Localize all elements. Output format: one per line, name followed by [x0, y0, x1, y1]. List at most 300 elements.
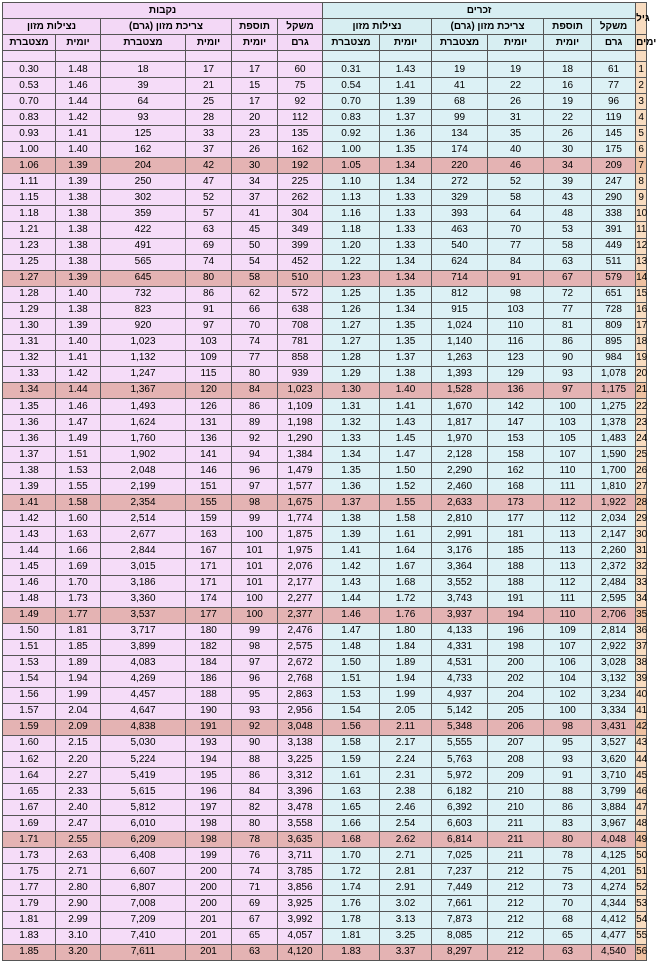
table-row — [3, 543, 647, 559]
male-fcr-daily-cell: 1.72 — [380, 591, 432, 607]
female-feed-daily-cell: 190 — [186, 703, 232, 719]
female-feed-cumulative-cell: 565 — [101, 254, 186, 270]
female-gain-header: תוספת — [232, 19, 278, 35]
male-feed-cumulative-cell: 3,176 — [432, 543, 488, 559]
age-cell: 35 — [636, 607, 647, 623]
female-weight-cell: 3,138 — [278, 735, 323, 751]
male-feed-cumulative-cell: 2,810 — [432, 511, 488, 527]
male-fcr-cumulative-cell: 1.32 — [323, 415, 380, 431]
male-feed-cumulative-cell: 2,633 — [432, 495, 488, 511]
male-fcr-cumulative-cell: 1.29 — [323, 366, 380, 382]
spacer-cell — [323, 51, 380, 62]
female-weight-cell: 1,577 — [278, 479, 323, 495]
male-feed-cumulative-cell: 8,085 — [432, 928, 488, 944]
table-row — [3, 286, 647, 302]
table-row — [3, 463, 647, 479]
male-fcr-daily-cell: 1.37 — [380, 350, 432, 366]
female-gain-cell: 86 — [232, 768, 278, 784]
male-gain-cell: 18 — [544, 62, 592, 78]
male-feed-daily-cell: 46 — [488, 158, 544, 174]
female-feed-cumulative-cell: 18 — [101, 62, 186, 78]
female-feed-daily-cell: 25 — [186, 94, 232, 110]
male-weight-cell: 3,334 — [592, 703, 636, 719]
male-gain-cell: 105 — [544, 431, 592, 447]
female-fcr-cumulative-cell: 1.18 — [3, 206, 56, 222]
female-fcr-cumulative-cell: 1.06 — [3, 158, 56, 174]
male-fcr-daily-cell: 1.33 — [380, 190, 432, 206]
female-fcr-daily-cell: 2.90 — [56, 896, 101, 912]
table-row — [3, 350, 647, 366]
female-fcr-daily-cell: 1.42 — [56, 366, 101, 382]
female-fcr-cumulative-cell: 1.25 — [3, 254, 56, 270]
female-fcr-cumulative-cell: 1.53 — [3, 655, 56, 671]
age-cell: 39 — [636, 671, 647, 687]
female-gain-cell: 30 — [232, 158, 278, 174]
male-fcr-cumulative-cell: 1.27 — [323, 318, 380, 334]
age-cell: 30 — [636, 527, 647, 543]
male-weight-cell: 1,810 — [592, 479, 636, 495]
male-gain-cell: 80 — [544, 832, 592, 848]
male-weight-cell: 1,700 — [592, 463, 636, 479]
table-row — [3, 816, 647, 832]
female-fcr-cumulative-cell: 1.39 — [3, 479, 56, 495]
female-fcr-cumulative-cell: 1.31 — [3, 334, 56, 350]
age-cell: 55 — [636, 928, 647, 944]
male-fcr-daily-cell: 1.84 — [380, 639, 432, 655]
female-weight-cell: 262 — [278, 190, 323, 206]
table-row — [3, 559, 647, 575]
female-gain-cell: 101 — [232, 559, 278, 575]
male-fcr-cumulative-cell: 1.70 — [323, 848, 380, 864]
male-weight-cell: 1,078 — [592, 366, 636, 382]
female-feed-daily-cell: 42 — [186, 158, 232, 174]
female-feed-cumulative-cell: 4,647 — [101, 703, 186, 719]
male-fcr-cumulative-cell: 1.74 — [323, 880, 380, 896]
male-feed-cumulative-cell: 220 — [432, 158, 488, 174]
female-fcr-daily-header: יומית — [56, 35, 101, 51]
table-row — [3, 415, 647, 431]
male-fcr-daily-cell: 3.25 — [380, 928, 432, 944]
female-fcr-cumulative-cell: 1.15 — [3, 190, 56, 206]
female-fcr-daily-cell: 1.94 — [56, 671, 101, 687]
male-fcr-cumulative-cell: 1.46 — [323, 607, 380, 623]
female-fcr-daily-cell: 2.71 — [56, 864, 101, 880]
male-fcr-daily-cell: 2.81 — [380, 864, 432, 880]
broiler-performance-table — [2, 2, 656, 961]
female-feed-daily-cell: 184 — [186, 655, 232, 671]
table-row — [3, 752, 647, 768]
male-weight-cell: 2,595 — [592, 591, 636, 607]
female-feed-cumulative-cell: 5,615 — [101, 784, 186, 800]
female-gain-cell: 71 — [232, 880, 278, 896]
female-weight-cell: 349 — [278, 222, 323, 238]
male-feed-cumulative-header: מצטברת — [432, 35, 488, 51]
age-cell: 47 — [636, 800, 647, 816]
age-cell: 21 — [636, 382, 647, 398]
male-feed-cumulative-cell: 2,128 — [432, 447, 488, 463]
female-fcr-cumulative-cell: 1.69 — [3, 816, 56, 832]
female-fcr-cumulative-cell: 1.33 — [3, 366, 56, 382]
male-weight-cell: 119 — [592, 110, 636, 126]
female-fcr-daily-cell: 1.49 — [56, 431, 101, 447]
female-feed-cumulative-cell: 920 — [101, 318, 186, 334]
male-fcr-cumulative-cell: 1.36 — [323, 479, 380, 495]
female-feed-cumulative-cell: 7,410 — [101, 928, 186, 944]
table-row — [3, 655, 647, 671]
age-cell: 53 — [636, 896, 647, 912]
female-fcr-daily-cell: 1.51 — [56, 447, 101, 463]
female-fcr-daily-cell: 3.10 — [56, 928, 101, 944]
female-feed-daily-cell: 74 — [186, 254, 232, 270]
male-gain-cell: 95 — [544, 735, 592, 751]
female-fcr-cumulative-cell: 1.35 — [3, 398, 56, 414]
female-fcr-daily-cell: 1.38 — [56, 238, 101, 254]
male-feed-cumulative-cell: 1,817 — [432, 415, 488, 431]
female-fcr-cumulative-cell: 1.30 — [3, 318, 56, 334]
female-feed-cumulative-cell: 1,247 — [101, 366, 186, 382]
female-weight-cell: 3,711 — [278, 848, 323, 864]
female-feed-daily-cell: 136 — [186, 431, 232, 447]
male-gain-cell: 68 — [544, 912, 592, 928]
male-fcr-cumulative-cell: 1.38 — [323, 511, 380, 527]
table-row — [3, 896, 647, 912]
male-fcr-daily-cell: 2.54 — [380, 816, 432, 832]
male-feed-cumulative-cell: 463 — [432, 222, 488, 238]
male-fcr-cumulative-cell: 1.56 — [323, 719, 380, 735]
male-feed-daily-cell: 177 — [488, 511, 544, 527]
male-feed-cumulative-cell: 1,024 — [432, 318, 488, 334]
age-cell: 4 — [636, 110, 647, 126]
female-feed-cumulative-cell: 3,186 — [101, 575, 186, 591]
male-weight-grams-header: גרם — [592, 35, 636, 51]
male-fcr-daily-cell: 1.58 — [380, 511, 432, 527]
male-fcr-daily-cell: 1.40 — [380, 382, 432, 398]
female-fcr-cumulative-cell: 1.65 — [3, 784, 56, 800]
female-gain-cell: 99 — [232, 623, 278, 639]
female-feed-daily-cell: 69 — [186, 238, 232, 254]
male-feed-daily-cell: 173 — [488, 495, 544, 511]
table-body — [3, 62, 647, 961]
female-feed-cumulative-cell: 1,760 — [101, 431, 186, 447]
male-feed-daily-cell: 22 — [488, 78, 544, 94]
male-weight-cell: 4,274 — [592, 880, 636, 896]
female-feed-cumulative-cell: 3,899 — [101, 639, 186, 655]
age-cell: 1 — [636, 62, 647, 78]
spacer-cell — [380, 51, 432, 62]
male-weight-cell: 2,372 — [592, 559, 636, 575]
male-fcr-daily-header: יומית — [380, 35, 432, 51]
female-weight-cell: 858 — [278, 350, 323, 366]
female-feed-cumulative-cell: 3,015 — [101, 559, 186, 575]
female-gain-cell: 94 — [232, 447, 278, 463]
male-feed-daily-cell: 200 — [488, 655, 544, 671]
age-header: גיל — [636, 3, 647, 35]
female-feed-daily-cell: 131 — [186, 415, 232, 431]
male-weight-cell: 4,125 — [592, 848, 636, 864]
male-weight-cell: 3,527 — [592, 735, 636, 751]
male-feed-cumulative-cell: 1,970 — [432, 431, 488, 447]
female-feed-daily-cell: 33 — [186, 126, 232, 142]
male-weight-cell: 2,034 — [592, 511, 636, 527]
female-feed-daily-cell: 52 — [186, 190, 232, 206]
spacer-cell — [592, 51, 636, 62]
female-weight-cell: 2,672 — [278, 655, 323, 671]
male-fcr-cumulative-cell: 1.42 — [323, 559, 380, 575]
male-weight-cell: 3,710 — [592, 768, 636, 784]
female-fcr-daily-cell: 1.38 — [56, 302, 101, 318]
table-row — [3, 94, 647, 110]
table-row — [3, 398, 647, 414]
table-row — [3, 142, 647, 158]
female-feed-cumulative-cell: 4,083 — [101, 655, 186, 671]
table-row — [3, 591, 647, 607]
female-weight-cell: 162 — [278, 142, 323, 158]
male-fcr-cumulative-cell: 1.22 — [323, 254, 380, 270]
female-fcr-cumulative-cell: 1.27 — [3, 270, 56, 286]
male-fcr-cumulative-cell: 0.70 — [323, 94, 380, 110]
male-gain-cell: 113 — [544, 527, 592, 543]
male-weight-cell: 3,620 — [592, 752, 636, 768]
female-gain-cell: 45 — [232, 222, 278, 238]
male-feed-cumulative-cell: 5,348 — [432, 719, 488, 735]
female-weight-cell: 1,875 — [278, 527, 323, 543]
female-fcr-daily-cell: 1.42 — [56, 110, 101, 126]
female-gain-cell: 74 — [232, 864, 278, 880]
male-fcr-daily-cell: 2.46 — [380, 800, 432, 816]
female-fcr-cumulative-cell: 1.36 — [3, 431, 56, 447]
female-fcr-daily-cell: 2.63 — [56, 848, 101, 864]
age-cell: 34 — [636, 591, 647, 607]
female-feed-daily-cell: 115 — [186, 366, 232, 382]
female-feed-cumulative-cell: 6,209 — [101, 832, 186, 848]
female-fcr-cumulative-cell: 1.32 — [3, 350, 56, 366]
table-row — [3, 575, 647, 591]
female-weight-cell: 638 — [278, 302, 323, 318]
female-gain-cell: 93 — [232, 703, 278, 719]
age-cell: 37 — [636, 639, 647, 655]
female-feed-cumulative-cell: 1,367 — [101, 382, 186, 398]
spacer-cell — [56, 51, 101, 62]
male-fcr-daily-cell: 1.67 — [380, 559, 432, 575]
female-weight-cell: 60 — [278, 62, 323, 78]
age-cell: 17 — [636, 318, 647, 334]
male-feed-daily-cell: 210 — [488, 800, 544, 816]
male-weight-cell: 579 — [592, 270, 636, 286]
female-weight-cell: 2,768 — [278, 671, 323, 687]
male-gain-cell: 110 — [544, 463, 592, 479]
male-fcr-cumulative-cell: 0.54 — [323, 78, 380, 94]
female-feed-cumulative-cell: 39 — [101, 78, 186, 94]
female-fcr-daily-cell: 1.81 — [56, 623, 101, 639]
female-feed-cumulative-cell: 250 — [101, 174, 186, 190]
male-weight-cell: 1,378 — [592, 415, 636, 431]
female-fcr-cumulative-cell: 1.56 — [3, 687, 56, 703]
male-feed-cumulative-cell: 7,025 — [432, 848, 488, 864]
male-gain-cell: 53 — [544, 222, 592, 238]
female-feed-daily-cell: 86 — [186, 286, 232, 302]
female-fcr-daily-cell: 1.89 — [56, 655, 101, 671]
female-weight-cell: 572 — [278, 286, 323, 302]
male-feed-cumulative-cell: 174 — [432, 142, 488, 158]
female-feed-daily-cell: 155 — [186, 495, 232, 511]
female-fcr-cumulative-cell: 1.23 — [3, 238, 56, 254]
male-fcr-daily-cell: 3.13 — [380, 912, 432, 928]
female-gain-cell: 98 — [232, 639, 278, 655]
female-weight-cell: 2,476 — [278, 623, 323, 639]
male-gain-cell: 73 — [544, 880, 592, 896]
male-feed-daily-cell: 210 — [488, 784, 544, 800]
male-feed-cumulative-cell: 3,937 — [432, 607, 488, 623]
male-gain-cell: 34 — [544, 158, 592, 174]
male-weight-cell: 77 — [592, 78, 636, 94]
female-feed-daily-cell: 177 — [186, 607, 232, 623]
female-feed-daily-cell: 151 — [186, 479, 232, 495]
female-fcr-cumulative-cell: 1.60 — [3, 735, 56, 751]
male-fcr-cumulative-cell: 1.50 — [323, 655, 380, 671]
male-weight-cell: 895 — [592, 334, 636, 350]
male-gain-cell: 109 — [544, 623, 592, 639]
table-row — [3, 527, 647, 543]
male-weight-cell: 3,132 — [592, 671, 636, 687]
female-gain-cell: 74 — [232, 334, 278, 350]
table-row — [3, 270, 647, 286]
female-fcr-daily-cell: 1.39 — [56, 174, 101, 190]
male-feed-header: צריכת מזון (גרם) — [432, 19, 544, 35]
female-fcr-cumulative-cell: 1.77 — [3, 880, 56, 896]
spacer-cell — [544, 51, 592, 62]
female-feed-daily-cell: 63 — [186, 222, 232, 238]
female-weight-cell: 3,312 — [278, 768, 323, 784]
female-feed-cumulative-cell: 7,209 — [101, 912, 186, 928]
age-cell: 22 — [636, 398, 647, 414]
female-feed-daily-cell: 163 — [186, 527, 232, 543]
age-cell: 56 — [636, 944, 647, 960]
female-weight-cell: 2,377 — [278, 607, 323, 623]
male-feed-cumulative-cell: 6,182 — [432, 784, 488, 800]
table-row — [3, 703, 647, 719]
male-fcr-daily-cell: 1.50 — [380, 463, 432, 479]
female-gain-cell: 88 — [232, 752, 278, 768]
male-fcr-daily-cell: 1.80 — [380, 623, 432, 639]
female-weight-cell: 510 — [278, 270, 323, 286]
male-fcr-cumulative-cell: 1.65 — [323, 800, 380, 816]
male-fcr-cumulative-cell: 1.44 — [323, 591, 380, 607]
male-fcr-cumulative-cell: 1.23 — [323, 270, 380, 286]
age-cell: 14 — [636, 270, 647, 286]
male-fcr-daily-cell: 1.41 — [380, 398, 432, 414]
female-fcr-daily-cell: 1.47 — [56, 415, 101, 431]
female-feed-daily-cell: 146 — [186, 463, 232, 479]
male-fcr-daily-cell: 1.43 — [380, 415, 432, 431]
table-row — [3, 78, 647, 94]
male-fcr-cumulative-cell: 1.54 — [323, 703, 380, 719]
female-feed-daily-cell: 191 — [186, 719, 232, 735]
table-row — [3, 832, 647, 848]
female-feed-daily-cell: 171 — [186, 559, 232, 575]
table-row — [3, 623, 647, 639]
female-fcr-daily-cell: 1.40 — [56, 286, 101, 302]
age-cell: 6 — [636, 142, 647, 158]
age-cell: 52 — [636, 880, 647, 896]
male-weight-cell: 2,706 — [592, 607, 636, 623]
male-feed-daily-cell: 147 — [488, 415, 544, 431]
female-fcr-cumulative-cell: 1.49 — [3, 607, 56, 623]
male-feed-daily-cell: 84 — [488, 254, 544, 270]
age-cell: 28 — [636, 495, 647, 511]
female-weight-cell: 2,076 — [278, 559, 323, 575]
male-feed-daily-cell: 158 — [488, 447, 544, 463]
table-row — [3, 334, 647, 350]
female-weight-cell: 939 — [278, 366, 323, 382]
female-fcr-daily-cell: 1.38 — [56, 190, 101, 206]
female-gain-cell: 96 — [232, 671, 278, 687]
male-gain-cell: 78 — [544, 848, 592, 864]
male-feed-daily-header: יומית — [488, 35, 544, 51]
spacer-cell — [432, 51, 488, 62]
male-fcr-daily-cell: 1.55 — [380, 495, 432, 511]
male-fcr-cumulative-cell: 1.78 — [323, 912, 380, 928]
male-fcr-daily-cell: 2.05 — [380, 703, 432, 719]
male-fcr-cumulative-cell: 1.51 — [323, 671, 380, 687]
female-feed-cumulative-cell: 5,419 — [101, 768, 186, 784]
spacer-cell — [488, 51, 544, 62]
female-feed-cumulative-cell: 2,844 — [101, 543, 186, 559]
male-fcr-cumulative-cell: 1.72 — [323, 864, 380, 880]
male-feed-daily-cell: 188 — [488, 575, 544, 591]
age-cell: 43 — [636, 735, 647, 751]
age-cell: 9 — [636, 190, 647, 206]
table-row — [3, 254, 647, 270]
male-gain-cell: 63 — [544, 254, 592, 270]
female-gain-cell: 84 — [232, 784, 278, 800]
male-fcr-daily-cell: 1.61 — [380, 527, 432, 543]
male-fcr-daily-cell: 1.76 — [380, 607, 432, 623]
male-feed-cumulative-cell: 329 — [432, 190, 488, 206]
female-gain-cell: 98 — [232, 495, 278, 511]
female-gain-cell: 58 — [232, 270, 278, 286]
male-fcr-daily-cell: 1.36 — [380, 126, 432, 142]
male-gain-cell: 77 — [544, 302, 592, 318]
male-weight-cell: 3,967 — [592, 816, 636, 832]
female-feed-cumulative-cell: 4,269 — [101, 671, 186, 687]
female-fcr-cumulative-cell: 0.53 — [3, 78, 56, 94]
female-weight-cell: 4,057 — [278, 928, 323, 944]
female-feed-daily-cell: 195 — [186, 768, 232, 784]
male-gain-cell: 102 — [544, 687, 592, 703]
male-fcr-daily-cell: 1.35 — [380, 286, 432, 302]
female-fcr-cumulative-cell: 1.28 — [3, 286, 56, 302]
male-fcr-daily-cell: 1.99 — [380, 687, 432, 703]
female-gain-cell: 63 — [232, 944, 278, 960]
age-cell: 25 — [636, 447, 647, 463]
male-gain-cell: 72 — [544, 286, 592, 302]
male-weight-cell: 3,799 — [592, 784, 636, 800]
male-feed-daily-cell: 208 — [488, 752, 544, 768]
female-gain-cell: 80 — [232, 816, 278, 832]
female-weight-cell: 1,675 — [278, 495, 323, 511]
table-row — [3, 800, 647, 816]
female-gain-cell: 70 — [232, 318, 278, 334]
male-feed-daily-cell: 52 — [488, 174, 544, 190]
female-fcr-cumulative-cell: 1.29 — [3, 302, 56, 318]
male-feed-cumulative-cell: 5,763 — [432, 752, 488, 768]
table-row — [3, 206, 647, 222]
female-gain-cell: 41 — [232, 206, 278, 222]
male-fcr-daily-cell: 1.33 — [380, 206, 432, 222]
female-feed-cumulative-cell: 491 — [101, 238, 186, 254]
female-feed-cumulative-cell: 359 — [101, 206, 186, 222]
female-fcr-cumulative-cell: 1.41 — [3, 495, 56, 511]
